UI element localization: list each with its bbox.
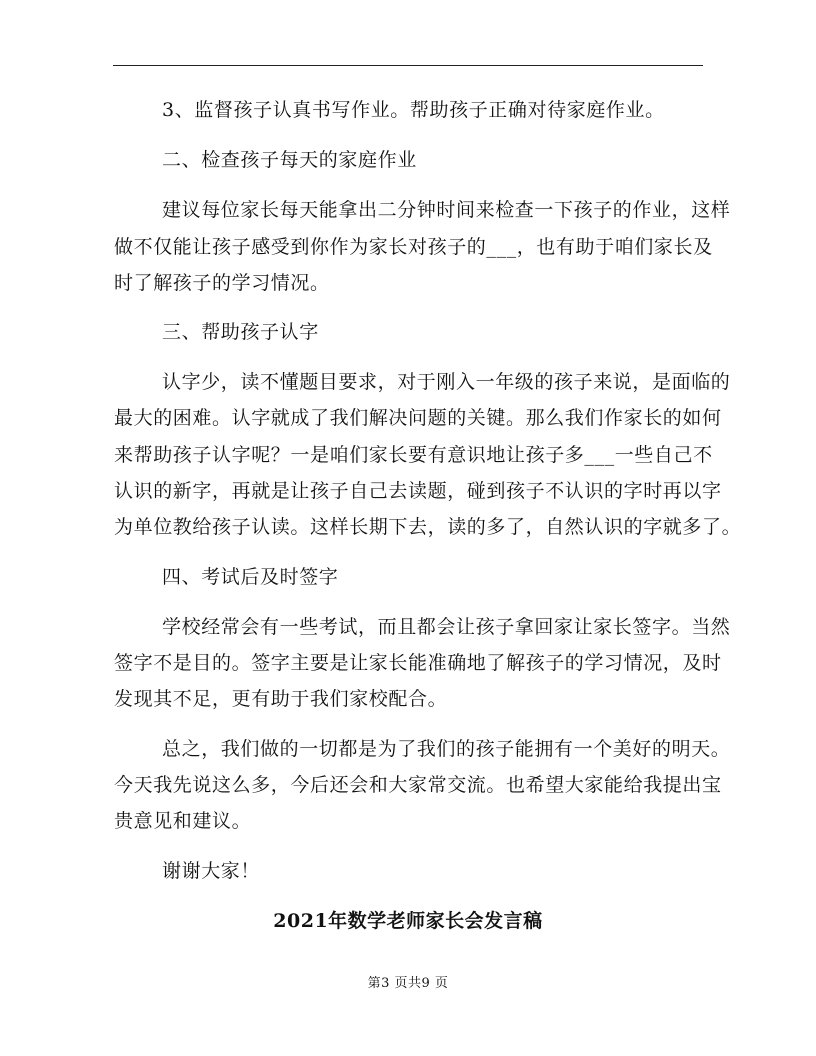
text-line: 为单位教给孩子认读。这样长期下去，读的多了，自然认识的字就多了。 bbox=[114, 516, 742, 538]
text-line: 认识的新字，再就是让孩子自己去读题，碰到孩子不认识的字时再以字 bbox=[114, 480, 722, 502]
text-line: 最大的困难。认字就成了我们解决问题的关键。那么我们作家长的如何 bbox=[114, 407, 722, 429]
document-title: 2021年数学老师家长会发言稿 bbox=[273, 910, 543, 932]
text-line: 发现其不足，更有助于我们家校配合。 bbox=[114, 688, 448, 710]
text-line: 贵意见和建议。 bbox=[114, 810, 252, 832]
text-line: 总之，我们做的一切都是为了我们的孩子能拥有一个美好的明天。 bbox=[162, 738, 731, 760]
text-line: 3、监督孩子认真书写作业。帮助孩子正确对待家庭作业。 bbox=[162, 99, 665, 121]
page-number: 第3 页共9 页 bbox=[367, 976, 449, 991]
text-line: 做不仅能让孩子感受到你作为家长对孩子的___，也有助于咱们家长及 bbox=[114, 236, 713, 258]
text-line: 学校经常会有一些考试，而且都会让孩子拿回家让家长签字。当然 bbox=[162, 616, 731, 638]
section-heading: 二、检查孩子每天的家庭作业 bbox=[162, 149, 417, 171]
text-line: 认字少，读不懂题目要求，对于刚入一年级的孩子来说，是面临的 bbox=[162, 371, 731, 393]
text-line: 今天我先说这么多，今后还会和大家常交流。也希望大家能给我提出宝 bbox=[114, 774, 722, 796]
header-rule bbox=[113, 65, 703, 66]
text-line: 签字不是目的。签字主要是让家长能准确地了解孩子的学习情况，及时 bbox=[114, 652, 722, 674]
section-heading: 四、考试后及时签字 bbox=[162, 566, 339, 588]
text-line: 来帮助孩子认字呢？一是咱们家长要有意识地让孩子多___一些自己不 bbox=[114, 444, 713, 466]
section-heading: 三、帮助孩子认字 bbox=[162, 321, 319, 343]
text-line: 时了解孩子的学习情况。 bbox=[114, 272, 330, 294]
closing-line: 谢谢大家！ bbox=[162, 860, 261, 882]
text-line: 建议每位家长每天能拿出二分钟时间来检查一下孩子的作业，这样 bbox=[162, 199, 731, 221]
